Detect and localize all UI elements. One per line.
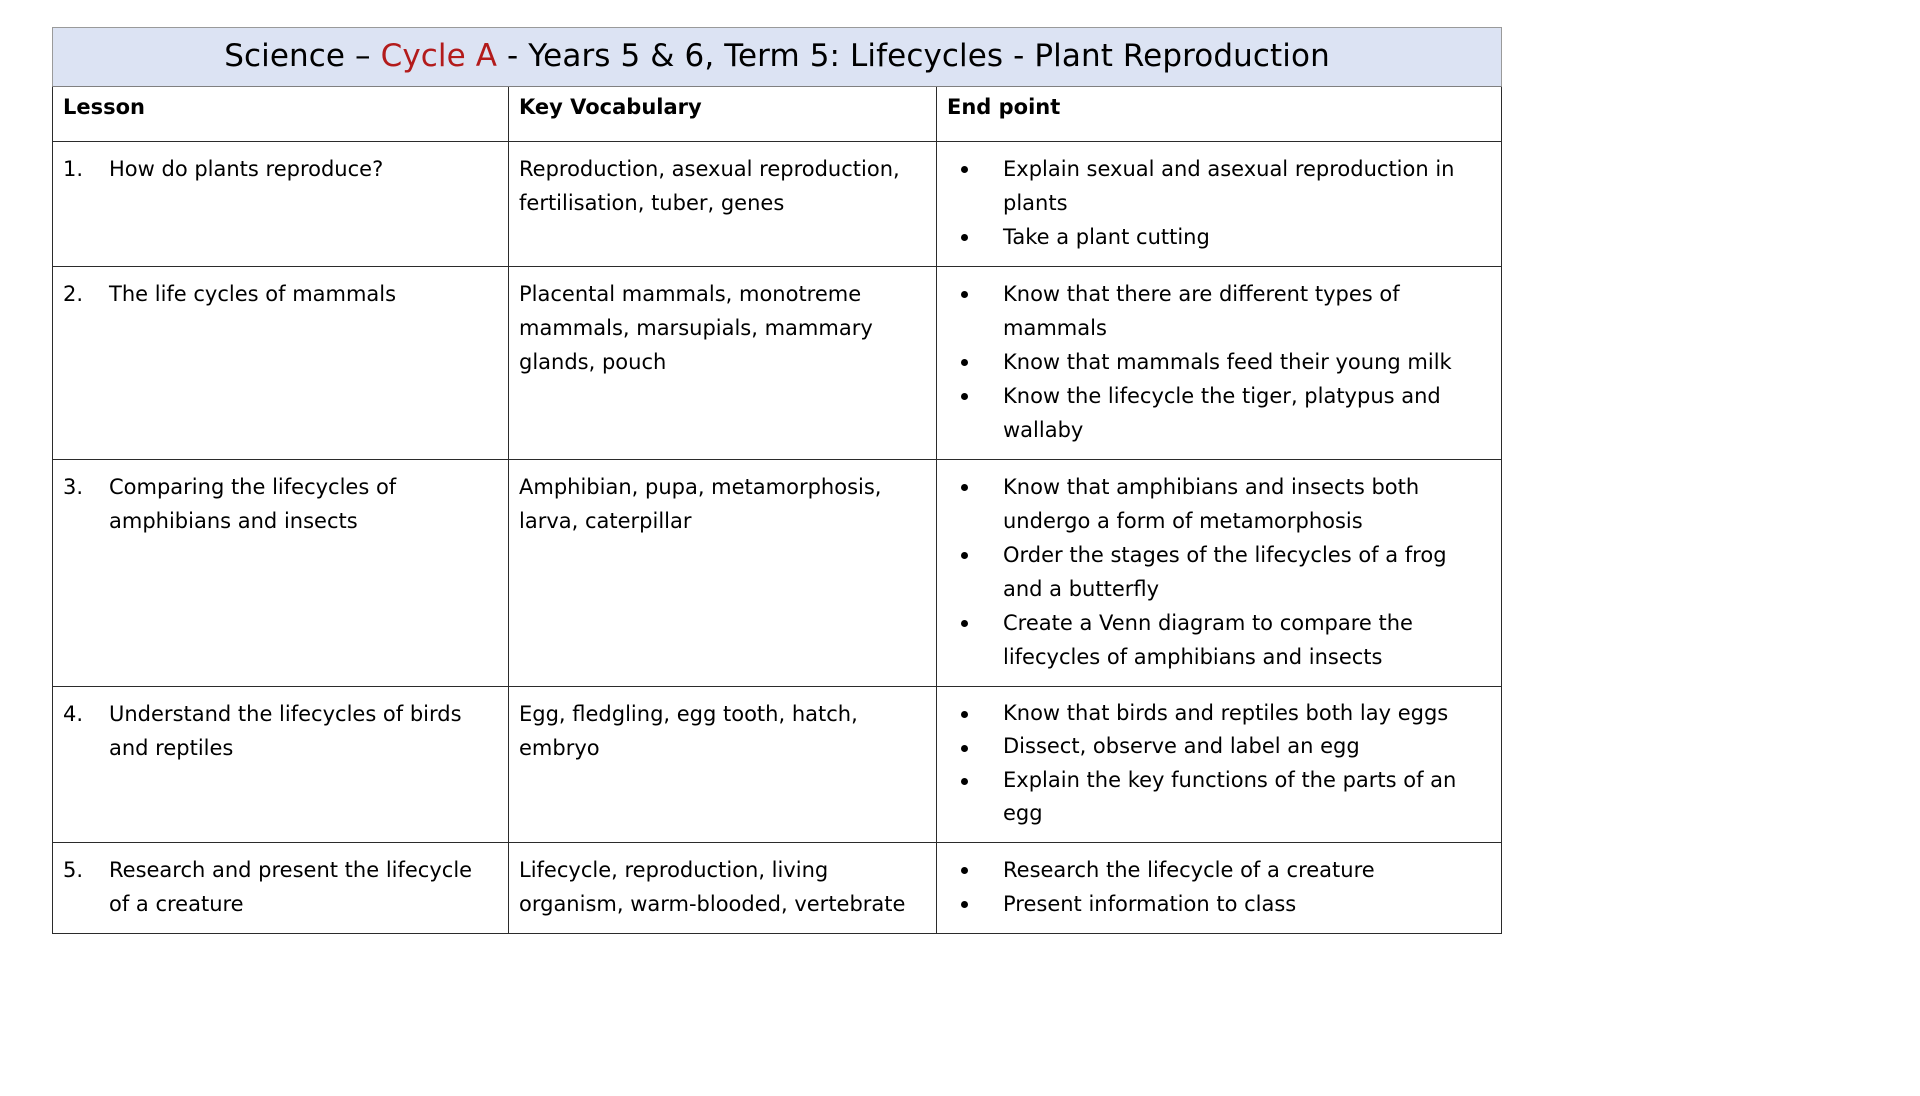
lesson-cell [53,460,509,687]
table-body [53,142,1502,934]
column-header-lesson: Lesson [53,87,509,142]
lesson-cell [53,842,509,933]
lesson-line [63,277,498,311]
lesson-cell [53,267,509,460]
lesson-number: 1. [63,157,84,181]
endpoint-item [947,538,1491,606]
table-header-row [53,87,1502,142]
table-row [53,142,1502,267]
lesson-title: How do plants reproduce? [109,157,384,181]
endpoint-text: Know that amphibians and insects both undergo a form of metamorphosis [1003,475,1420,534]
endpoint-item [947,697,1491,730]
endpoint-text: Explain the key functions of the parts of an egg [1003,767,1457,825]
endpoint-item [947,764,1491,830]
endpoint-item [947,220,1491,254]
table-row [53,460,1502,687]
endpoint-text: Take a plant cutting [1003,225,1210,250]
bullet-point-icon [961,393,968,400]
endpoint-item [947,887,1491,921]
vocabulary-text: Placental mammals, monotreme mammals, marsupials, mammary glands, pouch [519,282,873,375]
bullet-point-icon [961,234,968,241]
endpoint-text: Create a Venn diagram to compare the lifecycles of amphibians and insects [1003,611,1413,670]
page-title [53,39,1501,75]
endpoint-text: Know that there are different types of mammals [1003,282,1400,341]
endpoint-item [947,345,1491,379]
vocabulary-cell [509,842,937,933]
bullet-point-icon [961,745,968,752]
vocabulary-text: Amphibian, pupa, metamorphosis, larva, caterpillar [519,475,882,534]
lesson-title: The life cycles of mammals [109,282,397,307]
bullet-point-icon [961,484,968,491]
title-suffix: - Years 5 & 6, Term 5: Lifecycles - Plant Reproduction [497,38,1330,75]
endpoint-cell [937,687,1502,843]
vocabulary-cell [509,687,937,843]
lesson-title: Research and present the lifecycle of a creature [109,857,473,916]
title-prefix: Science – [224,38,381,75]
endpoint-item [947,853,1491,887]
lesson-number: 4. [63,702,84,727]
endpoint-text: Know that birds and reptiles both lay eggs [1003,701,1449,726]
lesson-line [63,470,498,538]
endpoint-item [947,730,1491,763]
bullet-point-icon [961,620,968,627]
lesson-number: 5. [63,857,84,882]
table-row [53,687,1502,843]
title-accent: Cycle A [380,38,498,75]
vocabulary-cell [509,267,937,460]
endpoint-item [947,152,1491,220]
endpoint-text: Know that mammals feed their young milk [1003,350,1452,375]
column-header-vocabulary: Key Vocabulary [509,87,937,142]
endpoint-text: Research the lifecycle of a creature [1003,857,1375,882]
bullet-point-icon [961,552,968,559]
endpoint-text: Explain sexual and asexual reproduction in plants [1003,157,1455,216]
vocabulary-text: Lifecycle, reproduction, living organism, warm-blooded, vertebrate [519,857,906,916]
endpoint-item [947,470,1491,538]
bullet-point-icon [961,359,968,366]
endpoint-item [947,606,1491,674]
table-row [53,842,1502,933]
endpoint-list [947,277,1491,447]
lesson-cell [53,687,509,843]
endpoint-cell [937,142,1502,267]
title-banner-cell [53,28,1502,87]
endpoint-cell [937,267,1502,460]
lesson-number: 3. [63,475,84,500]
table-row [53,267,1502,460]
lesson-line [63,697,498,765]
curriculum-table [52,27,1502,934]
lesson-line [63,853,498,921]
lesson-title: Understand the lifecycles of birds and reptiles [109,702,462,761]
bullet-point-icon [961,291,968,298]
lesson-title: Comparing the lifecycles of amphibians and insects [109,475,397,534]
bullet-point-icon [961,867,968,874]
endpoint-text: Present information to class [1003,891,1297,916]
endpoint-text: Dissect, observe and label an egg [1003,734,1360,759]
endpoint-list [947,853,1491,921]
vocabulary-cell [509,142,937,267]
column-header-endpoint: End point [937,87,1502,142]
lesson-number: 2. [63,282,84,307]
vocabulary-text: Egg, fledgling, egg tooth, hatch, embryo [519,702,858,761]
endpoint-item [947,277,1491,345]
endpoint-item [947,379,1491,447]
bullet-point-icon [961,711,968,718]
endpoint-text: Order the stages of the lifecycles of a frog and a butterfly [1003,543,1447,602]
endpoint-text: Know the lifecycle the tiger, platypus and wallaby [1003,384,1441,443]
bullet-point-icon [961,901,968,908]
bullet-point-icon [961,166,968,173]
endpoint-list [947,152,1491,254]
lesson-line [63,152,498,186]
bullet-point-icon [961,778,968,785]
vocabulary-text: Reproduction, asexual reproduction, fertilisation, tuber, genes [519,157,900,216]
endpoint-cell [937,842,1502,933]
title-banner-row [53,28,1502,87]
endpoint-cell [937,460,1502,687]
vocabulary-cell [509,460,937,687]
lesson-cell [53,142,509,267]
endpoint-list [947,697,1491,830]
endpoint-list [947,470,1491,674]
